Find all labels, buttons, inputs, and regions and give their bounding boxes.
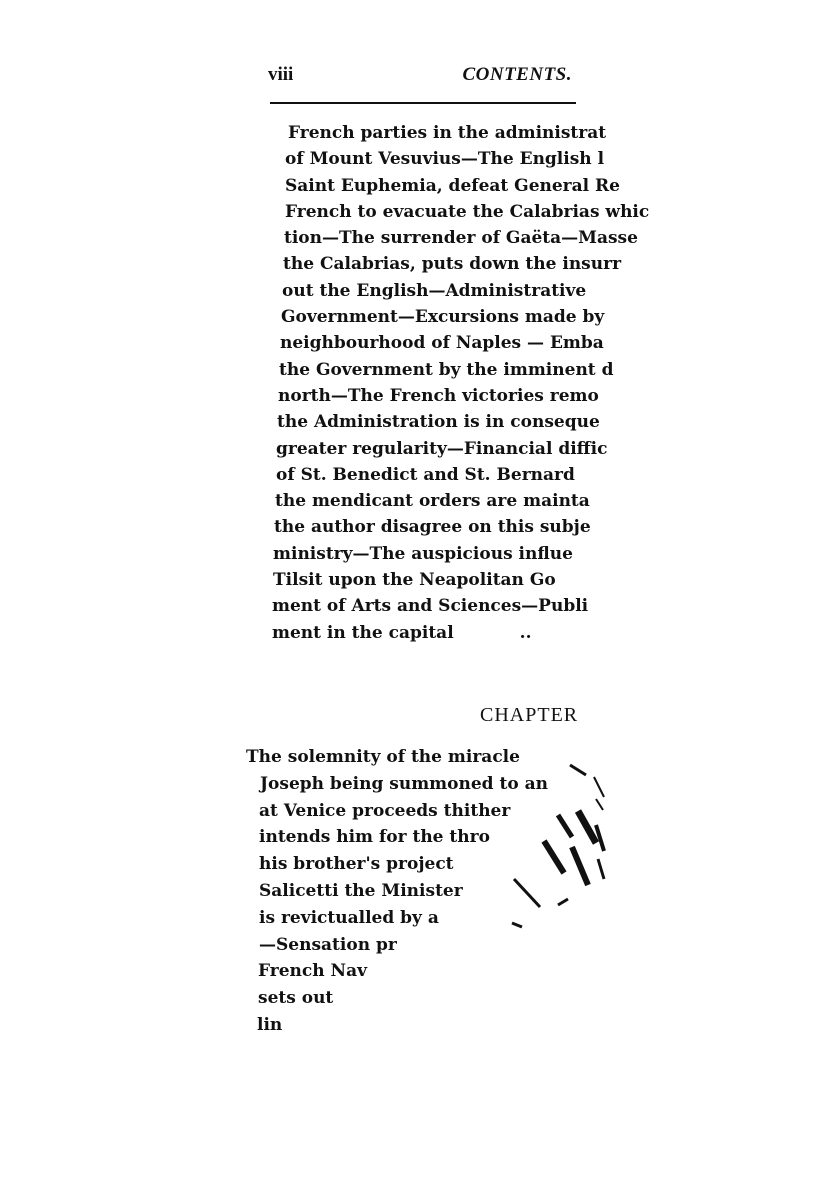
contents-line: the Administration is in conseque (277, 412, 600, 433)
contents-line: Government—Excursions made by (281, 307, 605, 328)
page-number: viii (268, 64, 294, 85)
chapter-line: sets out (258, 988, 334, 1009)
contents-line-text: ment in the capital (272, 622, 454, 643)
chapter-line: French Nav (258, 961, 367, 982)
chapter-line: Joseph being summoned to an (260, 773, 548, 794)
contents-line: Saint Euphemia, defeat General Re (285, 175, 620, 196)
chapter-heading: CHAPTER (480, 704, 579, 726)
chapter-line: lin (257, 1014, 283, 1035)
contents-line: the mendicant orders are mainta (275, 491, 590, 512)
running-head: CONTENTS. (462, 64, 572, 85)
contents-line: Tilsit upon the Neapolitan Go (273, 570, 556, 591)
contents-line: of St. Benedict and St. Bernard (276, 464, 575, 485)
page-header (268, 64, 574, 94)
contents-line: north—The French victories remo (278, 385, 599, 406)
contents-line: French parties in the administrat (288, 123, 607, 143)
contents-line: tion—The surrender of Gaëta—Masse (284, 228, 638, 249)
scan-distortion-strokes (500, 755, 610, 935)
contents-line: of Mount Vesuvius—The English l (285, 149, 605, 170)
header-rule (270, 102, 576, 104)
contents-line: out the English—Administrative (282, 280, 587, 301)
chapter-line: Salicetti the Minister (259, 880, 463, 901)
contents-line-last (272, 620, 588, 646)
chapter-line: his brother's project (259, 854, 454, 875)
chapter-line: intends him for the thro (259, 827, 490, 848)
contents-entry (272, 120, 650, 646)
chapter-line: —Sensation pr (259, 934, 397, 955)
chapter-line: The solemnity of the miracle (246, 747, 520, 767)
chapter-line: at Venice proceeds thither (259, 800, 511, 821)
contents-line: ment of Arts and Sciences—Publi (272, 596, 589, 617)
contents-line: ministry—The auspicious influe (273, 543, 573, 564)
chapter-line: is revictualled by a (259, 907, 439, 928)
contents-line: greater regularity—Financial diffic (276, 438, 608, 459)
contents-line: neighbourhood of Naples — Emba (280, 333, 604, 354)
contents-line: French to evacuate the Calabrias whic (285, 201, 650, 222)
contents-line: the Calabrias, puts down the insurr (283, 254, 622, 275)
contents-line: the Government by the imminent d (279, 359, 614, 380)
contents-line: the author disagree on this subje (274, 517, 591, 538)
leader-dots: .. (519, 622, 532, 643)
